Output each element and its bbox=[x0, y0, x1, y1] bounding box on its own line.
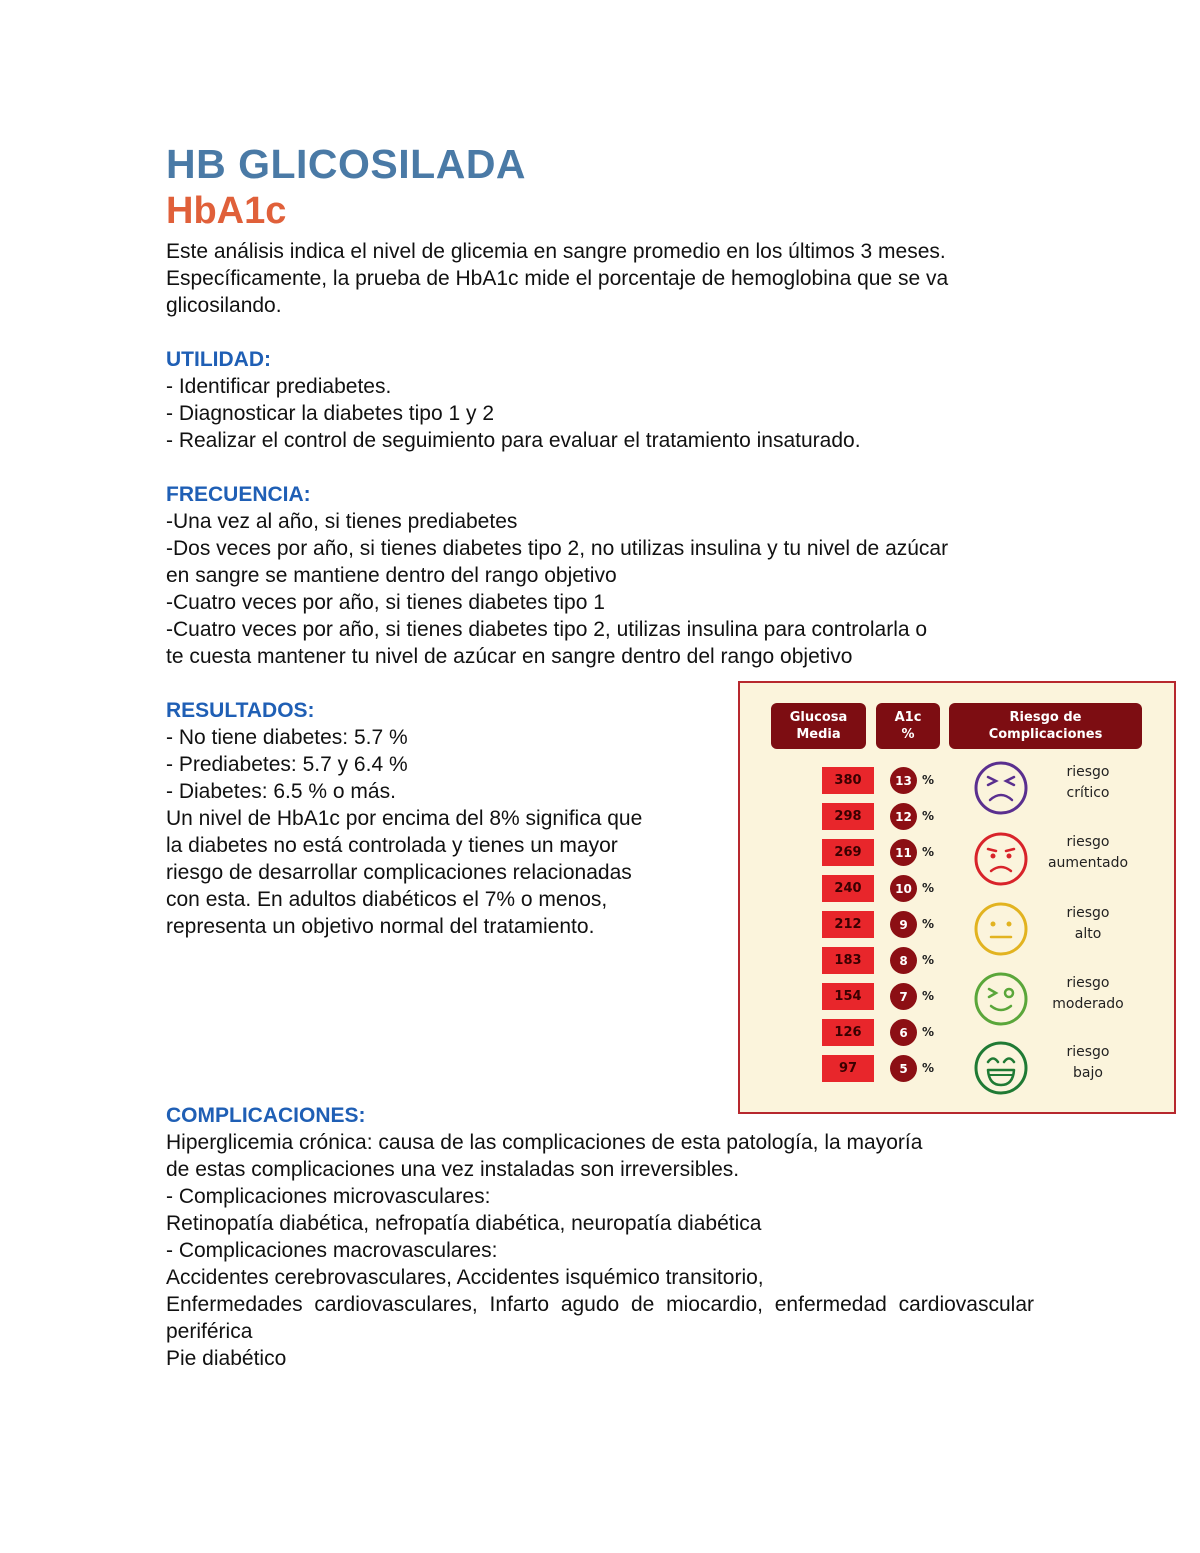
frecuencia-line: -Cuatro veces por año, si tienes diabetes tipo 2, utilizas insulina para controlarla o bbox=[166, 618, 928, 641]
frecuencia-line: -Cuatro veces por año, si tienes diabetes tipo 1 bbox=[166, 591, 605, 614]
risk-header bbox=[949, 703, 1142, 749]
resultados-line: Un nivel de HbA1c por encima del 8% significa que bbox=[166, 807, 643, 830]
utilidad-item: - Realizar el control de seguimiento para evaluar el tratamiento insaturado. bbox=[166, 429, 861, 452]
risk-header-line: Riesgo de bbox=[1009, 710, 1082, 725]
risk-label-line: alto bbox=[1074, 926, 1102, 942]
resultados-line: con esta. En adultos diabéticos el 7% o menos, bbox=[166, 888, 608, 911]
a1c-value: 12 bbox=[890, 803, 917, 830]
resultados-line: - No tiene diabetes: 5.7 % bbox=[166, 726, 408, 749]
complicaciones-line: de estas complicaciones una vez instaladas son irreversibles. bbox=[166, 1158, 740, 1181]
glucose-header bbox=[771, 703, 866, 749]
risk-label-line: riesgo bbox=[1066, 905, 1110, 921]
risk-label-line: aumentado bbox=[1047, 855, 1129, 871]
risk-label-aumentado bbox=[1033, 832, 1143, 874]
glucose-header-line: Glucosa bbox=[789, 710, 848, 725]
glucose-header-line: Media bbox=[796, 727, 841, 742]
utilidad-heading: UTILIDAD: bbox=[166, 348, 271, 371]
a1c-value: 9 bbox=[890, 911, 917, 938]
glucose-value: 269 bbox=[822, 839, 874, 866]
complicaciones-line: Pie diabético bbox=[166, 1347, 287, 1370]
percent-sign: % bbox=[922, 989, 935, 1003]
utilidad-item: - Identificar prediabetes. bbox=[166, 375, 392, 398]
a1c-value: 5 bbox=[890, 1055, 917, 1082]
intro-line: Este análisis indica el nivel de glicemia en sangre promedio en los últimos 3 meses. bbox=[166, 240, 946, 263]
a1c-value: 13 bbox=[890, 767, 917, 794]
risk-header-line: Complicaciones bbox=[988, 727, 1103, 742]
frecuencia-line: -Dos veces por año, si tienes diabetes tipo 2, no utilizas insulina y tu nivel de azúcar bbox=[166, 537, 949, 560]
percent-sign: % bbox=[922, 1061, 935, 1075]
percent-sign: % bbox=[922, 917, 935, 931]
complicaciones-line: Retinopatía diabética, nefropatía diabética, neuropatía diabética bbox=[166, 1212, 762, 1235]
risk-label-line: riesgo bbox=[1066, 834, 1110, 850]
complicaciones-line: Hiperglicemia crónica: causa de las complicaciones de esta patología, la mayoría bbox=[166, 1131, 923, 1154]
percent-sign: % bbox=[922, 773, 935, 787]
frecuencia-heading: FRECUENCIA: bbox=[166, 483, 311, 506]
risk-label-line: riesgo bbox=[1066, 764, 1110, 780]
glucose-value: 183 bbox=[822, 947, 874, 974]
a1c-value: 7 bbox=[890, 983, 917, 1010]
percent-sign: % bbox=[922, 845, 935, 859]
glucose-value: 380 bbox=[822, 767, 874, 794]
risk-label-line: riesgo bbox=[1066, 975, 1110, 991]
complicaciones-heading: COMPLICACIONES: bbox=[166, 1104, 366, 1127]
glucose-value: 154 bbox=[822, 983, 874, 1010]
complicaciones-line: Enfermedades cardiovasculares, Infarto agudo de miocardio, enfermedad cardiovascular periférica bbox=[166, 1293, 1034, 1343]
utilidad-item: - Diagnosticar la diabetes tipo 1 y 2 bbox=[166, 402, 495, 425]
risk-label-moderado bbox=[1033, 973, 1143, 1015]
risk-label-critico bbox=[1033, 762, 1143, 804]
percent-sign: % bbox=[922, 953, 935, 967]
frecuencia-line: en sangre se mantiene dentro del rango objetivo bbox=[166, 564, 617, 587]
risk-label-line: moderado bbox=[1052, 996, 1124, 1012]
percent-sign: % bbox=[922, 881, 935, 895]
percent-sign: % bbox=[922, 1025, 935, 1039]
complicaciones-line: - Complicaciones macrovasculares: bbox=[166, 1239, 498, 1262]
complicaciones-line: Accidentes cerebrovasculares, Accidentes isquémico transitorio, bbox=[166, 1266, 764, 1289]
risk-label-line: riesgo bbox=[1066, 1044, 1110, 1060]
resultados-line: - Prediabetes: 5.7 y 6.4 % bbox=[166, 753, 408, 776]
a1c-header bbox=[876, 703, 940, 749]
resultados-line: riesgo de desarrollar complicaciones relacionadas bbox=[166, 861, 632, 884]
happy-face-icon bbox=[973, 1040, 1029, 1096]
frecuencia-line: -Una vez al año, si tienes prediabetes bbox=[166, 510, 518, 533]
glucose-value: 212 bbox=[822, 911, 874, 938]
neutral-face-icon bbox=[973, 901, 1029, 957]
glucose-value: 97 bbox=[822, 1055, 874, 1082]
glucose-value: 298 bbox=[822, 803, 874, 830]
complicaciones-line: - Complicaciones microvasculares: bbox=[166, 1185, 491, 1208]
resultados-line: la diabetes no está controlada y tienes un mayor bbox=[166, 834, 618, 857]
resultados-heading: RESULTADOS: bbox=[166, 699, 315, 722]
page-title: HB GLICOSILADA bbox=[166, 141, 527, 187]
intro-line: glicosilando. bbox=[166, 294, 282, 317]
wink-face-icon bbox=[973, 971, 1029, 1027]
hba1c-risk-infographic bbox=[738, 681, 1176, 1114]
a1c-value: 8 bbox=[890, 947, 917, 974]
resultados-line: - Diabetes: 6.5 % o más. bbox=[166, 780, 396, 803]
risk-label-bajo bbox=[1033, 1042, 1143, 1084]
glucose-value: 240 bbox=[822, 875, 874, 902]
page-subtitle: HbA1c bbox=[166, 190, 287, 232]
a1c-header-line: A1c bbox=[894, 710, 922, 725]
a1c-value: 10 bbox=[890, 875, 917, 902]
resultados-line: representa un objetivo normal del tratamiento. bbox=[166, 915, 595, 938]
critical-face-icon bbox=[973, 760, 1029, 816]
risk-label-line: bajo bbox=[1073, 1065, 1103, 1081]
resultados-section bbox=[166, 697, 716, 940]
a1c-value: 6 bbox=[890, 1019, 917, 1046]
intro-line: Específicamente, la prueba de HbA1c mide el porcentaje de hemoglobina que se va bbox=[166, 267, 949, 290]
a1c-header-line: % bbox=[901, 727, 915, 742]
risk-label-alto bbox=[1033, 903, 1143, 945]
frecuencia-line: te cuesta mantener tu nivel de azúcar en sangre dentro del rango objetivo bbox=[166, 645, 853, 668]
percent-sign: % bbox=[922, 809, 935, 823]
risk-label-line: crítico bbox=[1066, 785, 1110, 801]
glucose-value: 126 bbox=[822, 1019, 874, 1046]
sad-face-icon bbox=[973, 831, 1029, 887]
a1c-value: 11 bbox=[890, 839, 917, 866]
